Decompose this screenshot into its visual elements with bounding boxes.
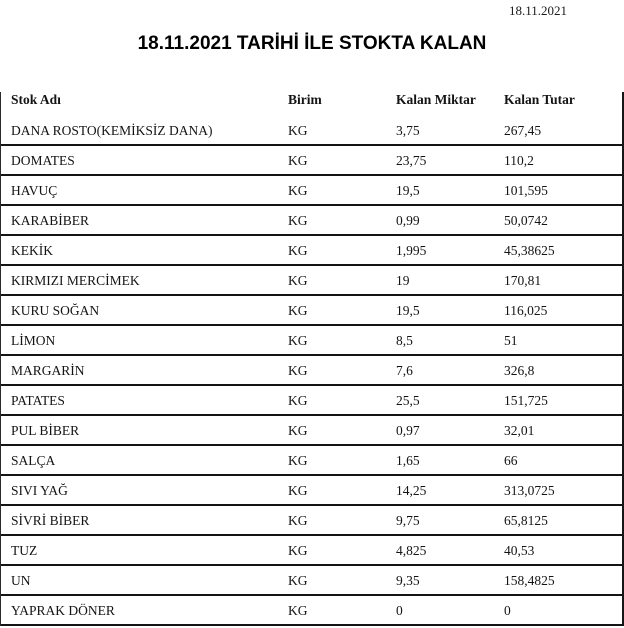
- quantity-cell: 23,75: [396, 152, 427, 168]
- amount-cell: 158,4825: [504, 572, 555, 588]
- amount-cell: 170,81: [504, 272, 542, 288]
- page-title: 18.11.2021 TARİHİ İLE STOKTA KALAN: [137, 33, 487, 54]
- amount-cell: 40,53: [504, 542, 535, 558]
- stock-name-cell: MARGARİN: [11, 362, 85, 378]
- column-header-stock-name: Stok Adı: [11, 92, 61, 107]
- table-row: [1, 356, 622, 386]
- amount-cell: 116,025: [504, 302, 548, 318]
- stock-name-cell: HAVUÇ: [11, 182, 58, 198]
- quantity-cell: 7,6: [396, 362, 413, 378]
- unit-cell: KG: [288, 572, 308, 588]
- table-row: [1, 386, 622, 416]
- quantity-cell: 3,75: [396, 122, 420, 138]
- column-header-amount: Kalan Tutar: [504, 92, 575, 107]
- stock-name-cell: SİVRİ BİBER: [11, 512, 90, 528]
- unit-cell: KG: [288, 422, 308, 438]
- unit-cell: KG: [288, 272, 308, 288]
- table-row: [1, 146, 622, 176]
- unit-cell: KG: [288, 512, 308, 528]
- table-row: [1, 596, 622, 626]
- quantity-cell: 8,5: [396, 332, 413, 348]
- table-row: [1, 476, 622, 506]
- amount-cell: 66: [504, 452, 518, 468]
- column-header-unit: Birim: [288, 92, 322, 107]
- stock-name-cell: UN: [11, 572, 31, 588]
- stock-name-cell: TUZ: [11, 542, 38, 558]
- quantity-cell: 19: [396, 272, 410, 288]
- unit-cell: KG: [288, 362, 308, 378]
- stock-name-cell: PUL BİBER: [11, 422, 80, 438]
- amount-cell: 0: [504, 602, 511, 618]
- unit-cell: KG: [288, 212, 308, 228]
- table-row: [1, 176, 622, 206]
- amount-cell: 50,0742: [504, 212, 548, 228]
- stock-name-cell: KARABİBER: [11, 212, 90, 228]
- amount-cell: 326,8: [504, 362, 535, 378]
- unit-cell: KG: [288, 482, 308, 498]
- amount-cell: 45,38625: [504, 242, 555, 258]
- table-header-row: [1, 92, 622, 116]
- amount-cell: 51: [504, 332, 518, 348]
- quantity-cell: 0,97: [396, 422, 420, 438]
- amount-cell: 267,45: [504, 122, 542, 138]
- unit-cell: KG: [288, 182, 308, 198]
- unit-cell: KG: [288, 242, 308, 258]
- quantity-cell: 1,65: [396, 452, 420, 468]
- quantity-cell: 14,25: [396, 482, 427, 498]
- unit-cell: KG: [288, 452, 308, 468]
- unit-cell: KG: [288, 392, 308, 408]
- stock-name-cell: DANA ROSTO(KEMİKSİZ DANA): [11, 122, 213, 138]
- quantity-cell: 4,825: [396, 542, 427, 558]
- table-row: [1, 326, 622, 356]
- table-body: [1, 116, 622, 626]
- table-row: [1, 506, 622, 536]
- table-row: [1, 566, 622, 596]
- quantity-cell: 9,35: [396, 572, 420, 588]
- table-row: [1, 536, 622, 566]
- report-date: 18.11.2021: [508, 3, 567, 18]
- column-header-quantity: Kalan Miktar: [396, 92, 476, 107]
- stock-name-cell: YAPRAK DÖNER: [11, 602, 115, 618]
- amount-cell: 151,725: [504, 392, 548, 408]
- stock-name-cell: KIRMIZI MERCİMEK: [11, 272, 140, 288]
- stock-name-cell: SALÇA: [11, 452, 56, 468]
- quantity-cell: 19,5: [396, 302, 420, 318]
- unit-cell: KG: [288, 332, 308, 348]
- quantity-cell: 9,75: [396, 512, 420, 528]
- stock-name-cell: KURU SOĞAN: [11, 302, 100, 318]
- unit-cell: KG: [288, 122, 308, 138]
- quantity-cell: 25,5: [396, 392, 420, 408]
- table-row: [1, 206, 622, 236]
- table-row: [1, 446, 622, 476]
- stock-name-cell: SIVI YAĞ: [11, 482, 68, 498]
- unit-cell: KG: [288, 152, 308, 168]
- table-row: [1, 236, 622, 266]
- quantity-cell: 19,5: [396, 182, 420, 198]
- quantity-cell: 1,995: [396, 242, 427, 258]
- stock-table: [0, 92, 624, 626]
- amount-cell: 110,2: [504, 152, 534, 168]
- table-row: [1, 266, 622, 296]
- amount-cell: 32,01: [504, 422, 535, 438]
- unit-cell: KG: [288, 542, 308, 558]
- amount-cell: 65,8125: [504, 512, 548, 528]
- stock-name-cell: DOMATES: [11, 152, 75, 168]
- stock-name-cell: PATATES: [11, 392, 65, 408]
- quantity-cell: 0,99: [396, 212, 420, 228]
- quantity-cell: 0: [396, 602, 403, 618]
- table-row: [1, 416, 622, 446]
- stock-name-cell: KEKİK: [11, 242, 53, 258]
- stock-name-cell: LİMON: [11, 332, 56, 348]
- table-row: [1, 116, 622, 146]
- amount-cell: 313,0725: [504, 482, 555, 498]
- table-row: [1, 296, 622, 326]
- amount-cell: 101,595: [504, 182, 548, 198]
- unit-cell: KG: [288, 302, 308, 318]
- unit-cell: KG: [288, 602, 308, 618]
